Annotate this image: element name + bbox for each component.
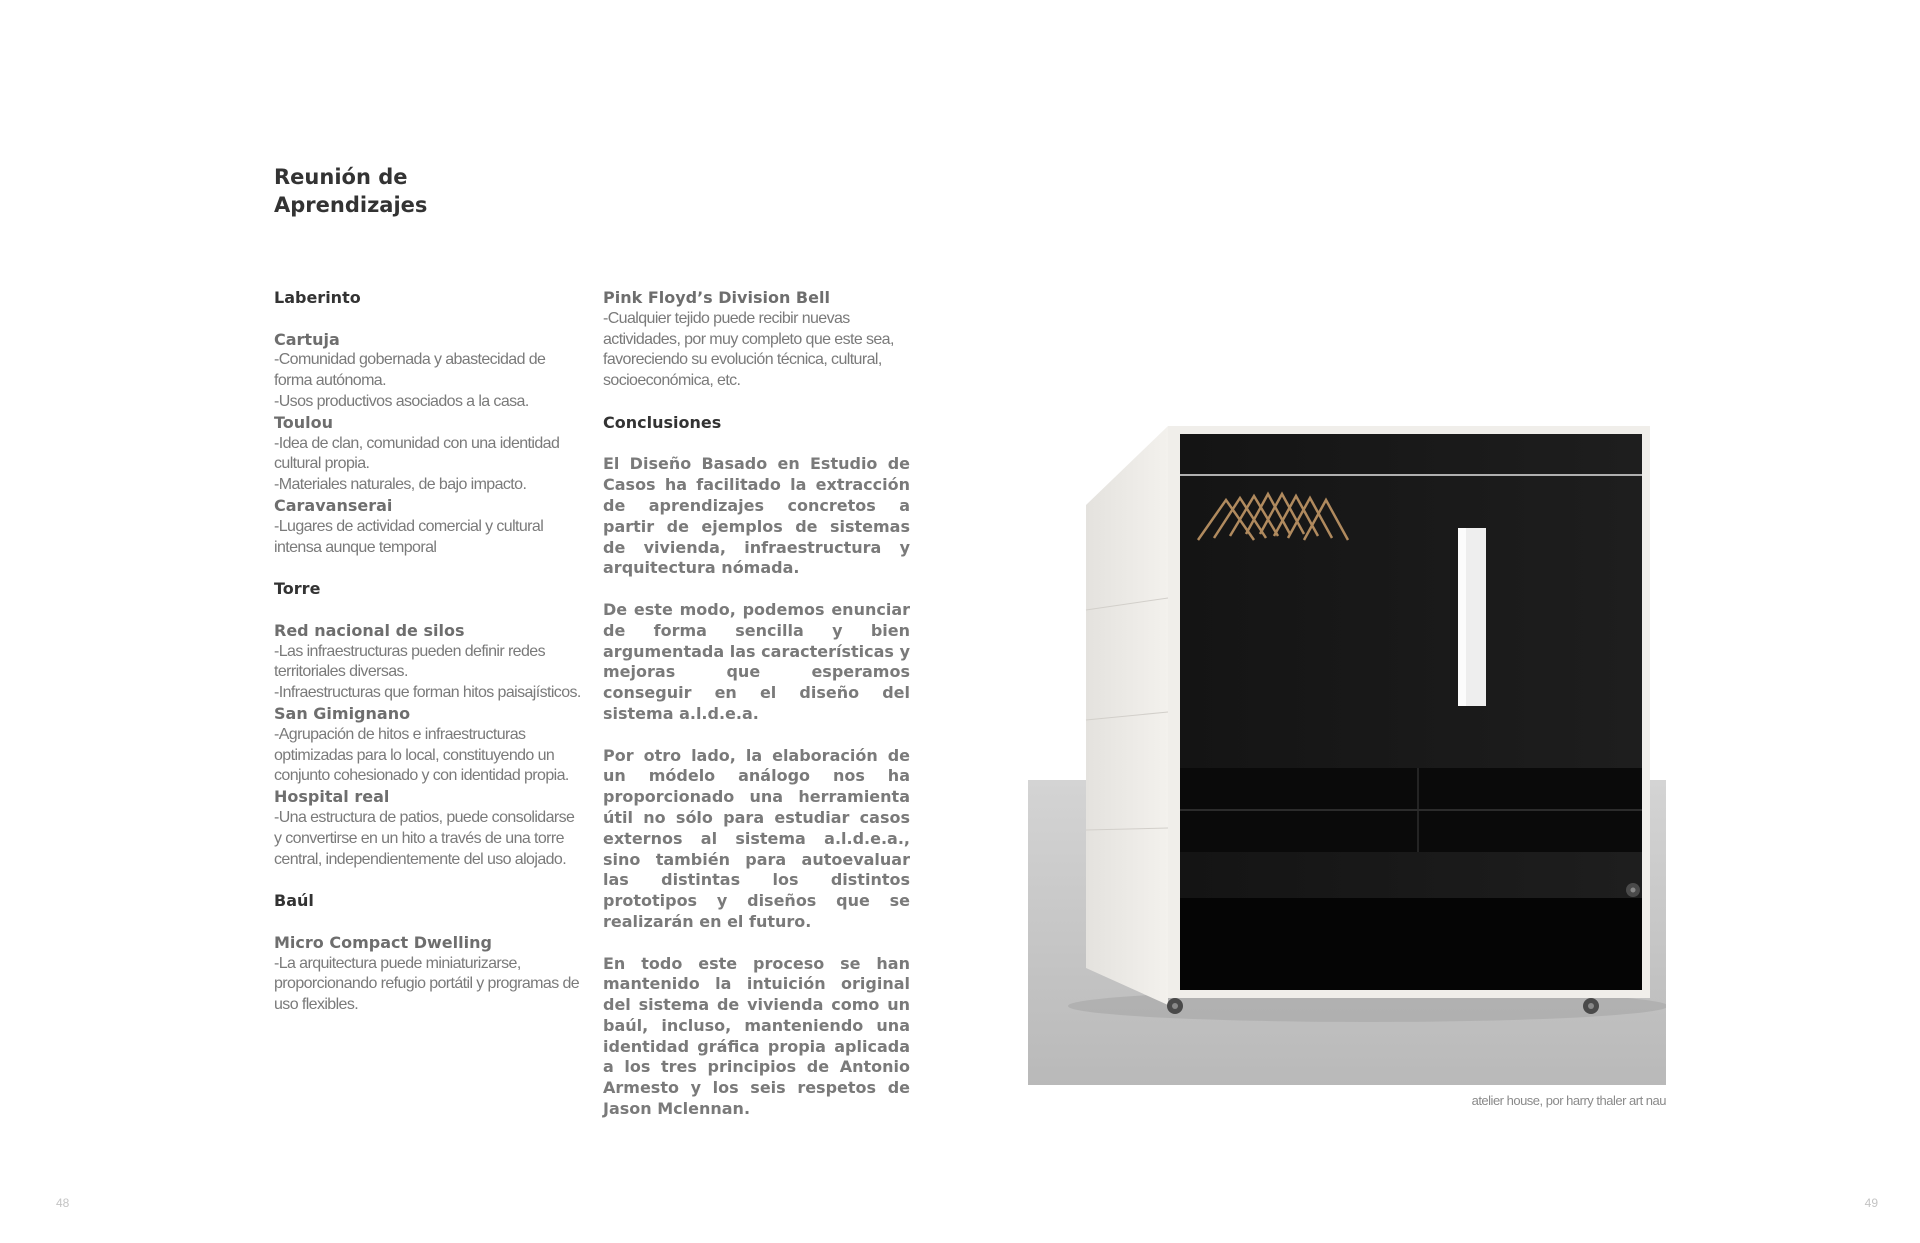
left-text-column <box>274 288 581 1016</box>
case-title-silos: Red nacional de silos <box>274 620 465 640</box>
section-heading-baul: Baúl <box>274 891 314 911</box>
section-heading-conclusiones: Conclusiones <box>603 412 722 432</box>
case-text-pink-floyd-1: -Cualquier tejido puede recibir nuevas actividades, por muy completo que este sea, favoreciendo su evolución técnica, cultural, socioeconómica, etc. <box>603 309 894 390</box>
conclusion-paragraph-2: De este modo, podemos enunciar de forma sencilla y bien argumentada las características y mejoras que esperamos conseguir en el diseño del sistema a.l.d.e.a. <box>603 599 910 723</box>
conclusion-paragraph-4: En todo este proceso se han mantenido la intuición original del sistema de vivienda como un baúl, incluso, manteniendo una identidad gráfica propia aplicada a los tres principios de Antonio Armesto y los seis respetos de Jason Mclennan. <box>603 953 910 1119</box>
case-title-cartuja: Cartuja <box>274 329 340 349</box>
case-text-caravanserai-1: -Lugares de actividad comercial y cultural intensa aunque temporal <box>274 517 544 556</box>
case-text-silos-2: -Infraestructuras que forman hitos paisajísticos. <box>274 684 581 702</box>
case-text-hospital-real-1: -Una estructura de patios, puede consolidarse y convertirse en un hito a través de una torre central, independientemente del uso alojado. <box>274 808 575 868</box>
case-title-san-gimignano: San Gimignano <box>274 703 411 723</box>
case-text-cartuja-1: -Comunidad gobernada y abastecidad de forma autónoma. <box>274 351 546 390</box>
section-heading-torre: Torre <box>274 579 321 599</box>
cabinet-bottom-shelf <box>1180 898 1642 990</box>
case-title-micro-compact-dwelling: Micro Compact Dwelling <box>274 932 492 952</box>
conclusion-paragraph-3: Por otro lado, la elaboración de un módelo análogo nos ha proporcionado una herramienta útil no sólo para estudiar casos externos al sistema a.l.d.e.a., sino también para autoevaluar las distintas los distintos prototipos y diseños que se realizarán en el futuro. <box>603 745 910 931</box>
page-title-line-1: Reunión de <box>274 165 408 189</box>
page-title <box>274 163 427 219</box>
case-title-pink-floyd: Pink Floyd’s Division Bell <box>603 288 830 307</box>
page-number-right: 49 <box>1864 1196 1878 1210</box>
case-text-toulou-2: -Materiales naturales, de bajo impacto. <box>274 476 527 494</box>
case-text-toulou-1: -Idea de clan, comunidad con una identidad cultural propia. <box>274 434 560 473</box>
conclusion-paragraph-1: El Diseño Basado en Estudio de Casos ha facilitado la extracción de aprendizajes concretos a partir de ejemplos de sistemas de vivienda, infraestructura y arquitectura nómada. <box>603 454 910 578</box>
case-text-silos-1: -Las infraestructuras pueden definir redes territoriales diversas. <box>274 642 545 681</box>
case-text-micro-compact-dwelling-1: -La arquitectura puede miniaturizarse, proporcionando refugio portátil y programas de uso flexibles. <box>274 954 580 1014</box>
section-heading-laberinto: Laberinto <box>274 288 361 307</box>
case-text-san-gimignano-1: -Agrupación de hitos e infraestructuras optimizadas para lo local, constituyendo un conjunto cohesionado y con identidad propia. <box>274 725 569 785</box>
right-text-column <box>603 288 910 1120</box>
case-title-hospital-real: Hospital real <box>274 787 390 807</box>
case-text-cartuja-2: -Usos productivos asociados a la casa. <box>274 392 529 410</box>
photo-caption: atelier house, por harry thaler art nau <box>1471 1093 1666 1108</box>
case-title-toulou: Toulou <box>274 412 334 432</box>
atelier-house-photo <box>1028 420 1666 1085</box>
page-title-line-2: Aprendizajes <box>274 193 428 217</box>
page-number-left: 48 <box>56 1196 70 1210</box>
case-title-caravanserai: Caravanserai <box>274 495 393 515</box>
